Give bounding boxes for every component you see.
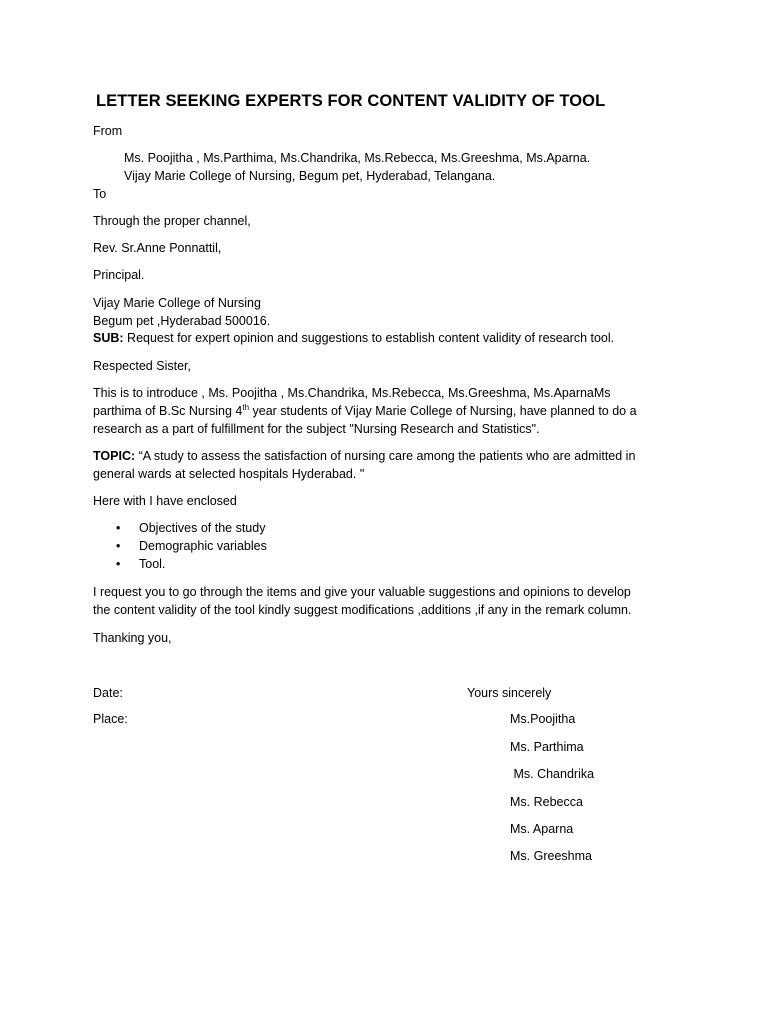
topic-label: TOPIC: [93,449,136,463]
recipient-address-1: Vijay Marie College of Nursing [93,296,261,310]
topic-line-2: general wards at selected hospitals Hyderabad. " [93,467,365,481]
channel-line: Through the proper channel, [93,214,251,228]
bullet-icon: • [116,539,121,553]
thanks-line: Thanking you, [93,631,172,645]
closing-line: Yours sincerely [467,686,552,700]
bullet-icon: • [116,557,121,571]
request-line-2: the content validity of the tool kindly suggest modifications ,additions ,if any in the remark column. [93,603,632,617]
recipient-title: Principal. [93,268,145,282]
place-label: Place: [93,712,128,726]
signatory-name: Ms. Chandrika [510,767,595,781]
enclosure-item: Tool. [139,557,166,571]
bullet-icon: • [116,521,121,535]
intro-line-3: research as a part of fulfillment for the subject "Nursing Research and Statistics". [93,422,540,436]
subject-text: Request for expert opinion and suggestions to establish content validity of research tool. [123,331,615,345]
intro-line-2-end: year students of Vijay Marie College of Nursing, have planned to do a [249,404,637,418]
signatory-name: Ms.Poojitha [510,712,576,726]
signatory-name: Ms. Greeshma [510,849,592,863]
from-label: From [93,124,123,138]
intro-line-2 [93,404,637,419]
recipient-name: Rev. Sr.Anne Ponnattil, [93,241,222,255]
intro-line-2-start: parthima of B.Sc Nursing 4 [93,404,243,418]
subject-line [93,331,614,346]
salutation: Respected Sister, [93,359,191,373]
request-line-1: I request you to go through the items and give your valuable suggestions and opinions to develop [93,585,631,599]
intro-line-1: This is to introduce , Ms. Poojitha , Ms.Chandrika, Ms.Rebecca, Ms.Greeshma, Ms.AparnaMs [93,386,611,400]
letter-title: LETTER SEEKING EXPERTS FOR CONTENT VALIDITY OF TOOL [96,92,606,110]
enclosed-text: Here with I have enclosed [93,494,237,508]
sender-address: Vijay Marie College of Nursing, Begum pet, Hyderabad, Telangana. [124,169,496,183]
signatory-name: Ms. Parthima [510,740,584,754]
signatory-name: Ms. Rebecca [510,795,583,809]
topic-text-1: “A study to assess the satisfaction of nursing care among the patients who are admitted in [135,449,636,463]
sender-names: Ms. Poojitha , Ms.Parthima, Ms.Chandrika, Ms.Rebecca, Ms.Greeshma, Ms.Aparna. [124,151,591,165]
enclosure-item: Demographic variables [139,539,267,553]
subject-label: SUB: [93,331,124,345]
intro-superscript: th [242,403,250,412]
signatory-name: Ms. Aparna [510,822,574,836]
date-label: Date: [93,686,123,700]
to-label: To [93,187,107,201]
topic-line-1 [93,449,635,464]
recipient-address-2: Begum pet ,Hyderabad 500016. [93,314,271,328]
enclosure-item: Objectives of the study [139,521,266,535]
